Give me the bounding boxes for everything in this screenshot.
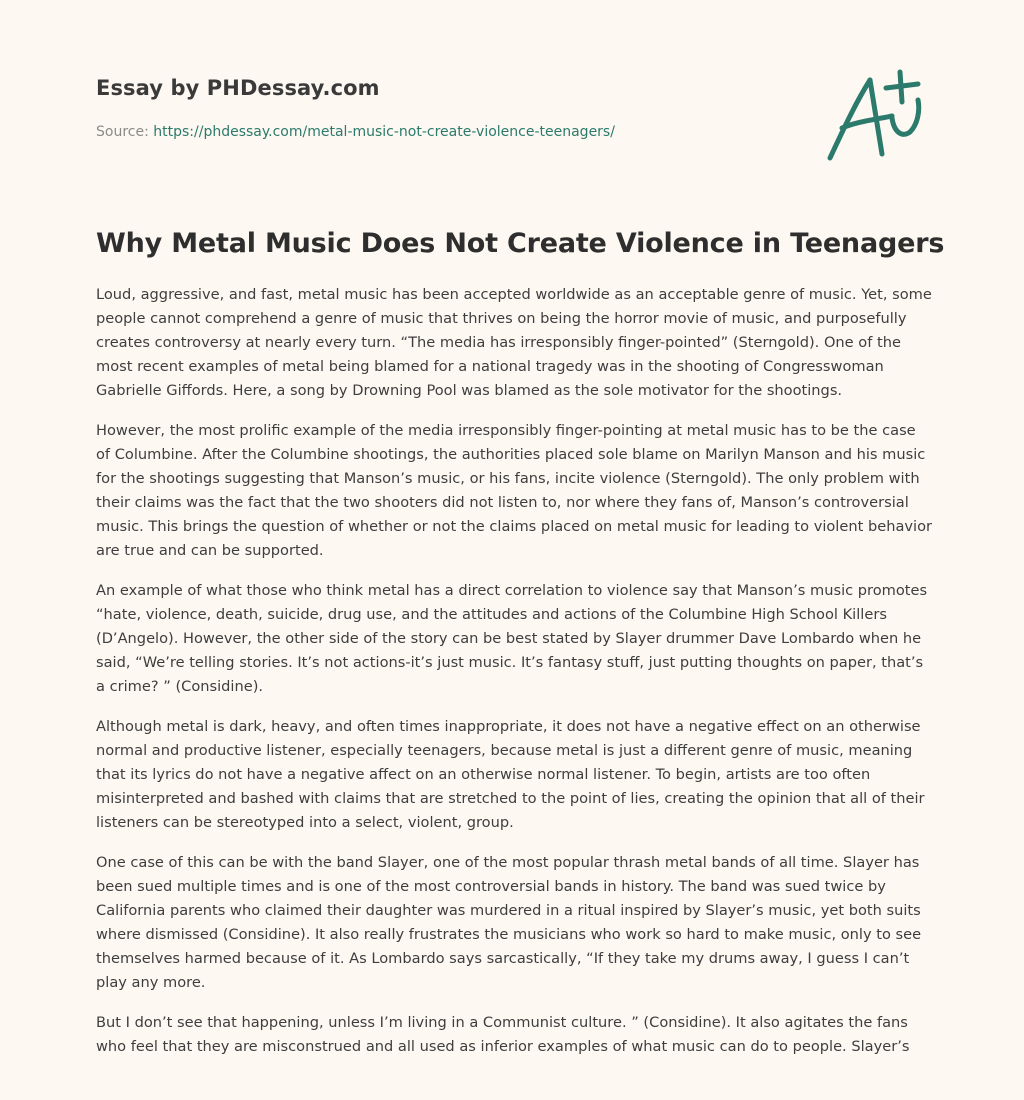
essay-paragraph: However, the most prolific example of the media irresponsibly finger-pointing at metal music has to be the case of Columbine. After the Columbine shootings, the authorities placed sole blame on Marilyn Manson and his music for the shootings suggesting that Manson’s music, or his fans, incite violence (Sterngold). The only problem with their claims was the fact that the two shooters did not listen to, nor where they fans of, Manson’s controversial music. This brings the question of whether or not the claims placed on metal music for leading to violent behavior are true and can be supported. bbox=[96, 422, 933, 559]
source-label: Source: bbox=[96, 124, 149, 140]
source-line bbox=[96, 124, 615, 140]
essay-paragraph: But I don’t see that happening, unless I’m living in a Communist culture. ” (Considine). It also agitates the fans who feel that they are misconstrued and all used as inferior examples of what music can do to people. Slayer’s bbox=[96, 1014, 910, 1055]
essay-paragraph: An example of what those who think metal has a direct correlation to violence say that Manson’s music promotes “hate, violence, death, suicide, drug use, and the attitudes and actions of the Columbine High School Killers (D’Angelo). However, the other side of the story can be best stated by Slayer drummer Dave Lombardo when he said, “We’re telling stories. It’s not actions-it’s just music. It’s fantasy stuff, just putting thoughts on paper, that’s a crime? ” (Considine). bbox=[96, 582, 928, 695]
site-brand: Essay by PHDessay.com bbox=[96, 76, 380, 100]
essay-title: Why Metal Music Does Not Create Violence in Teenagers bbox=[96, 228, 945, 259]
essay-paragraph: One case of this can be with the band Slayer, one of the most popular thrash metal bands of all time. Slayer has been sued multiple times and is one of the most controversial bands in history. The band was sued twice by California parents who claimed their daughter was murdered in a ritual inspired by Slayer’s music, yet both suits where dismissed (Considine). It also really frustrates the musicians who work so hard to make music, only to see themselves harmed because of it. As Lombardo says sarcastically, “If they take my drums away, I guess I can’t play any more. bbox=[96, 854, 922, 991]
essay-body bbox=[96, 283, 932, 1075]
source-link[interactable]: https://phdessay.com/metal-music-not-create-violence-teenagers/ bbox=[153, 124, 615, 140]
essay-paragraph: Loud, aggressive, and fast, metal music has been accepted worldwide as an acceptable genre of music. Yet, some people cannot comprehend a genre of music that thrives on being the horror movie of music, and purposefully creates controversy at nearly every turn. “The media has irresponsibly finger-pointed” (Sterngold). One of the most recent examples of metal being blamed for a national tragedy was in the shooting of Congresswoman Gabrielle Giffords. Here, a song by Drowning Pool was blamed as the sole motivator for the shootings. bbox=[96, 286, 932, 399]
a-plus-logo-icon bbox=[822, 66, 932, 166]
essay-paragraph: Although metal is dark, heavy, and often times inappropriate, it does not have a negative effect on an otherwise normal and productive listener, especially teenagers, because metal is just a different genre of music, meaning that its lyrics do not have a negative affect on an otherwise normal listener. To begin, artists are too often misinterpreted and bashed with claims that are stretched to the point of lies, creating the opinion that all of their listeners can be stereotyped into a select, violent, group. bbox=[96, 718, 925, 831]
